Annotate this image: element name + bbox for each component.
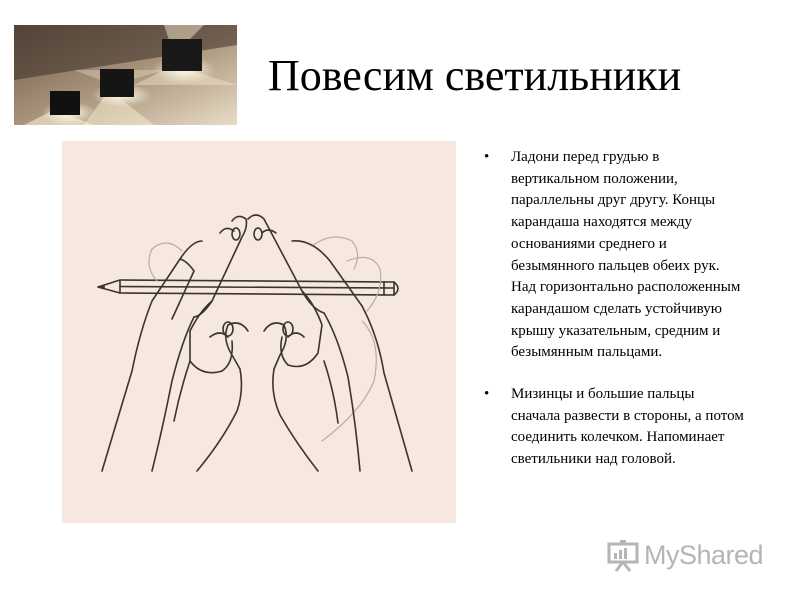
bullet-text: Мизинцы и большие пальцы сначала развести в стороны, а потом соединить колечком. Напоминает светильники над головой. [511,386,744,468]
myshared-watermark [606,538,763,572]
bullet-list [484,147,744,471]
fingernails [223,228,293,336]
slide-title: Повесим светильники [268,51,682,100]
right-hand-outline [248,215,412,471]
bullet-item [484,147,744,364]
bullet-marker: • [484,149,490,165]
watermark-text: MyShared [644,539,764,570]
bullet-marker: • [484,386,490,403]
background-hand-outline [149,237,381,441]
wall-lamps-image [14,25,237,125]
wall-lamps-photo [14,25,237,125]
left-hand-outline [102,216,248,471]
presentation-board-icon [606,538,640,572]
bullet-text: Ладони перед грудью в вертикальном положении, параллельны друг другу. Концы карандаша находятся между основаниями среднего и безымянного пальцев обеих рук. Над горизонтально расположенным карандашом сделать устойчивую крышу указательным, средним и безымянным пальцами. [511,149,741,361]
bullet-item [484,384,744,471]
hands-with-pencil-drawing [62,141,456,523]
hands-pencil-illustration [62,141,456,523]
